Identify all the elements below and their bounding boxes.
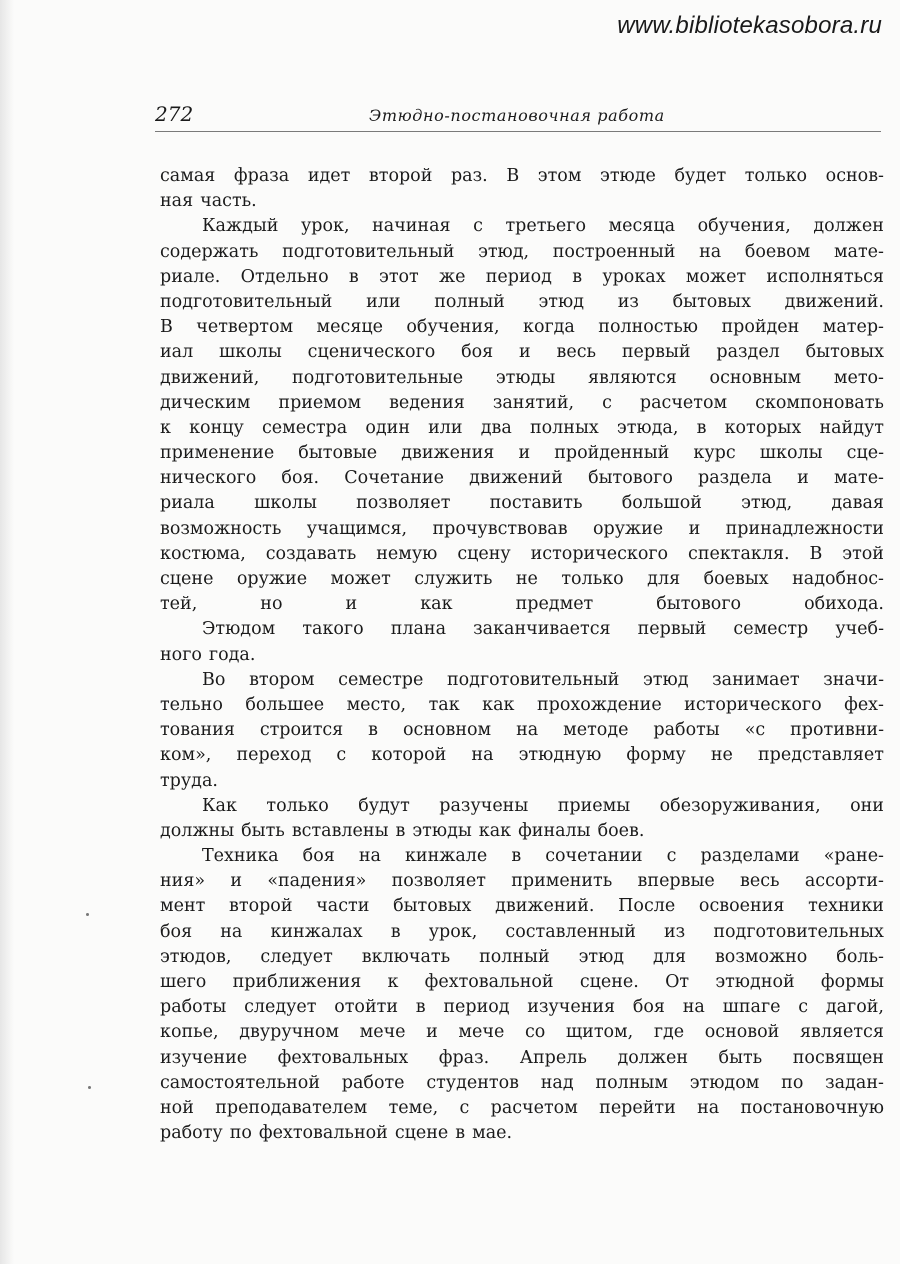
text-line: самая фраза идет второй раз. В этом этюде будет только основ- (160, 166, 884, 186)
text-line: копье, двуручном мече и мече со щитом, где основой является (160, 1022, 884, 1043)
text-line: движений, подготовительные этюды являются основным мето- (160, 367, 884, 388)
text-line: подготовительный или полный этюд из бытовых движений. (160, 291, 884, 312)
page-number: 272 (155, 102, 194, 126)
scan-speck (88, 1086, 91, 1089)
text-line: Во втором семестре подготовительный этюд занимает значи- (202, 669, 884, 690)
page-header (155, 100, 881, 134)
text-line: дическим приемом ведения занятий, с расчетом скомпоновать (160, 392, 884, 413)
text-line: этюдов, следует включать полный этюд для возможно боль- (160, 946, 884, 967)
text-line: риала школы позволяет поставить большой этюд, давая (160, 493, 884, 514)
text-line: иал школы сценического боя и весь первый раздел бытовых (160, 342, 884, 363)
text-line: ного года. (160, 644, 256, 665)
text-line: боя на кинжалах в урок, составленный из подготовительных (160, 921, 884, 942)
text-line: работу по фехтовальной сцене в мае. (160, 1123, 513, 1144)
header-rule (155, 131, 881, 132)
text-line: изучение фехтовальных фраз. Апрель должен быть посвящен (160, 1047, 884, 1068)
text-line: костюма, создавать немую сцену исторического спектакля. В этой (160, 543, 884, 564)
text-line: шего приближения к фехтовальной сцене. От этюдной формы (160, 972, 884, 992)
page-edge-shadow (0, 0, 14, 1264)
text-line: Как только будут разучены приемы обезоруживания, они (202, 795, 884, 816)
text-line: ная часть. (160, 191, 257, 212)
text-line: должны быть вставлены в этюды как финалы боев. (160, 820, 645, 841)
text-line: Каждый урок, начиная с третьего месяца обучения, должен (202, 216, 884, 237)
text-line: тей, но и как предмет бытового обихода. (160, 594, 884, 615)
text-line: мент второй части бытовых движений. После освоения техники (160, 896, 884, 917)
running-title: Этюдно-постановочная работа (369, 106, 665, 125)
source-watermark: www.bibliotekasobora.ru (617, 12, 882, 39)
text-line: ком», переход с которой на этюдную форму не представляет (160, 745, 884, 766)
text-line: применение бытовые движения и пройденный курс школы сце- (160, 443, 884, 464)
text-line: В четвертом месяце обучения, когда полностью пройден матер- (160, 317, 884, 338)
text-line: Этюдом такого плана заканчивается первый семестр учеб- (202, 619, 884, 640)
text-line: сцене оружие может служить не только для боевых надобнос- (160, 569, 884, 589)
text-line: к концу семестра один или два полных этюда, в которых найдут (160, 417, 884, 438)
text-line: тельно большее место, так как прохождение исторического фех- (160, 694, 884, 715)
text-line: работы следует отойти в период изучения боя на шпаге с дагой, (160, 997, 884, 1018)
text-line: ной преподавателем теме, с расчетом перейти на постановочную (160, 1097, 884, 1118)
text-line: труда. (160, 770, 218, 791)
text-line: возможность учащимся, прочувствовав оружие и принадлежности (160, 518, 884, 539)
text-line: нического боя. Сочетание движений бытового раздела и мате- (160, 468, 884, 489)
text-line: содержать подготовительный этюд, построенный на боевом мате- (160, 241, 884, 262)
scan-speck (86, 913, 89, 916)
text-line: ния» и «падения» позволяет применить впервые весь ассорти- (160, 871, 884, 892)
text-line: риале. Отдельно в этот же период в уроках может исполняться (160, 266, 884, 287)
text-line: Техника боя на кинжале в сочетании с разделами «ране- (202, 846, 884, 867)
text-line: тования строится в основном на методе работы «с противни- (160, 720, 884, 741)
text-line: самостоятельной работе студентов над полным этюдом по задан- (160, 1072, 884, 1093)
body-text (160, 164, 884, 1146)
